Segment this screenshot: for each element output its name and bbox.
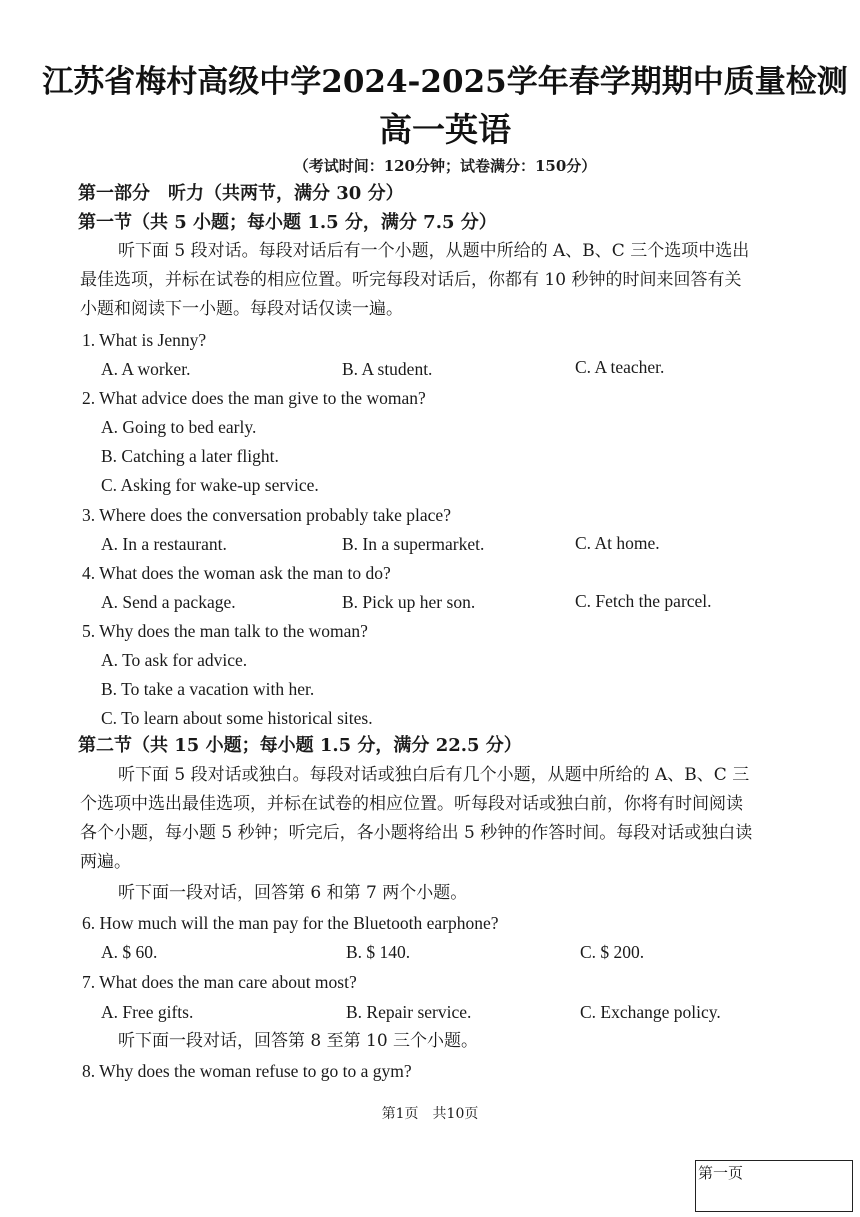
question-6: 6. How much will the man pay for the Bluetooth earphone? [82, 913, 499, 933]
option-a: A. Going to bed early. [101, 417, 257, 437]
option-c: C. Fetch the parcel. [575, 591, 712, 611]
option-b: B. To take a vacation with her. [101, 679, 315, 699]
section1-instruction-line: 听下面 5 段对话。每段对话后有一个小题，从题中所给的 A、B、C 三个选项中选出 [118, 241, 750, 261]
option-a: A. In a restaurant. [101, 534, 227, 554]
option-b: B. A student. [342, 359, 433, 379]
section1-instruction-line: 小题和阅读下一小题。每段对话仅读一遍。 [80, 299, 403, 319]
section2-instruction-line: 个选项中选出最佳选项，并标在试卷的相应位置。听每段对话或独白前，你将有时间阅读 [80, 794, 743, 814]
option-a: A. A worker. [101, 359, 191, 379]
question-7: 7. What does the man care about most? [82, 972, 357, 992]
option-b: B. Pick up her son. [342, 592, 476, 612]
page-box-label: 第一页 [698, 1164, 744, 1182]
question-8: 8. Why does the woman refuse to go to a gym? [82, 1061, 412, 1081]
option-a: A. To ask for advice. [101, 650, 248, 670]
exam-subject: 高一英语 [379, 110, 511, 149]
option-c: C. Exchange policy. [580, 1002, 721, 1022]
question-1: 1. What is Jenny? [82, 330, 207, 350]
section2-instruction-line: 各个小题，每小题 5 秒钟；听完后，各小题将给出 5 秒钟的作答时间。每段对话或独白读 [80, 823, 753, 843]
part1-heading: 第一部分 听力（共两节，满分 30 分） [78, 183, 404, 204]
option-b: B. Repair service. [346, 1002, 472, 1022]
question-5: 5. Why does the man talk to the woman? [82, 621, 368, 641]
option-c: C. At home. [575, 533, 660, 553]
option-c: C. To learn about some historical sites. [101, 708, 373, 728]
dialogue-note: 听下面一段对话，回答第 8 至第 10 三个小题。 [118, 1031, 479, 1051]
page-number: 第1页 共10页 [381, 1106, 479, 1122]
option-a: A. Send a package. [101, 592, 236, 612]
section2-instruction-line: 两遍。 [80, 852, 131, 872]
option-b: B. In a supermarket. [342, 534, 485, 554]
exam-title: 江苏省梅村高级中学2024-2025学年春学期期中质量检测 [42, 64, 848, 100]
option-a: A. $ 60. [101, 942, 158, 962]
option-c: C. Asking for wake-up service. [101, 475, 319, 495]
option-a: A. Free gifts. [101, 1002, 194, 1022]
option-b: B. Catching a later flight. [101, 446, 279, 466]
section1-instruction-line: 最佳选项，并标在试卷的相应位置。听完每段对话后，你都有 10 秒钟的时间来回答有关 [80, 270, 742, 290]
exam-info: （考试时间：120分钟；试卷满分：150分） [293, 157, 597, 175]
page-box [695, 1160, 853, 1212]
option-c: C. $ 200. [580, 942, 645, 962]
question-4: 4. What does the woman ask the man to do? [82, 563, 391, 583]
section2-instruction-line: 听下面 5 段对话或独白。每段对话或独白后有几个小题，从题中所给的 A、B、C 三 [118, 765, 750, 785]
section2-heading: 第二节（共 15 小题；每小题 1.5 分，满分 22.5 分） [78, 735, 522, 756]
option-b: B. $ 140. [346, 942, 411, 962]
option-c: C. A teacher. [575, 357, 665, 377]
section1-heading: 第一节（共 5 小题；每小题 1.5 分，满分 7.5 分） [78, 212, 497, 233]
dialogue-note: 听下面一段对话，回答第 6 和第 7 两个小题。 [118, 883, 468, 903]
question-2: 2. What advice does the man give to the woman? [82, 388, 426, 408]
question-3: 3. Where does the conversation probably take place? [82, 505, 451, 525]
